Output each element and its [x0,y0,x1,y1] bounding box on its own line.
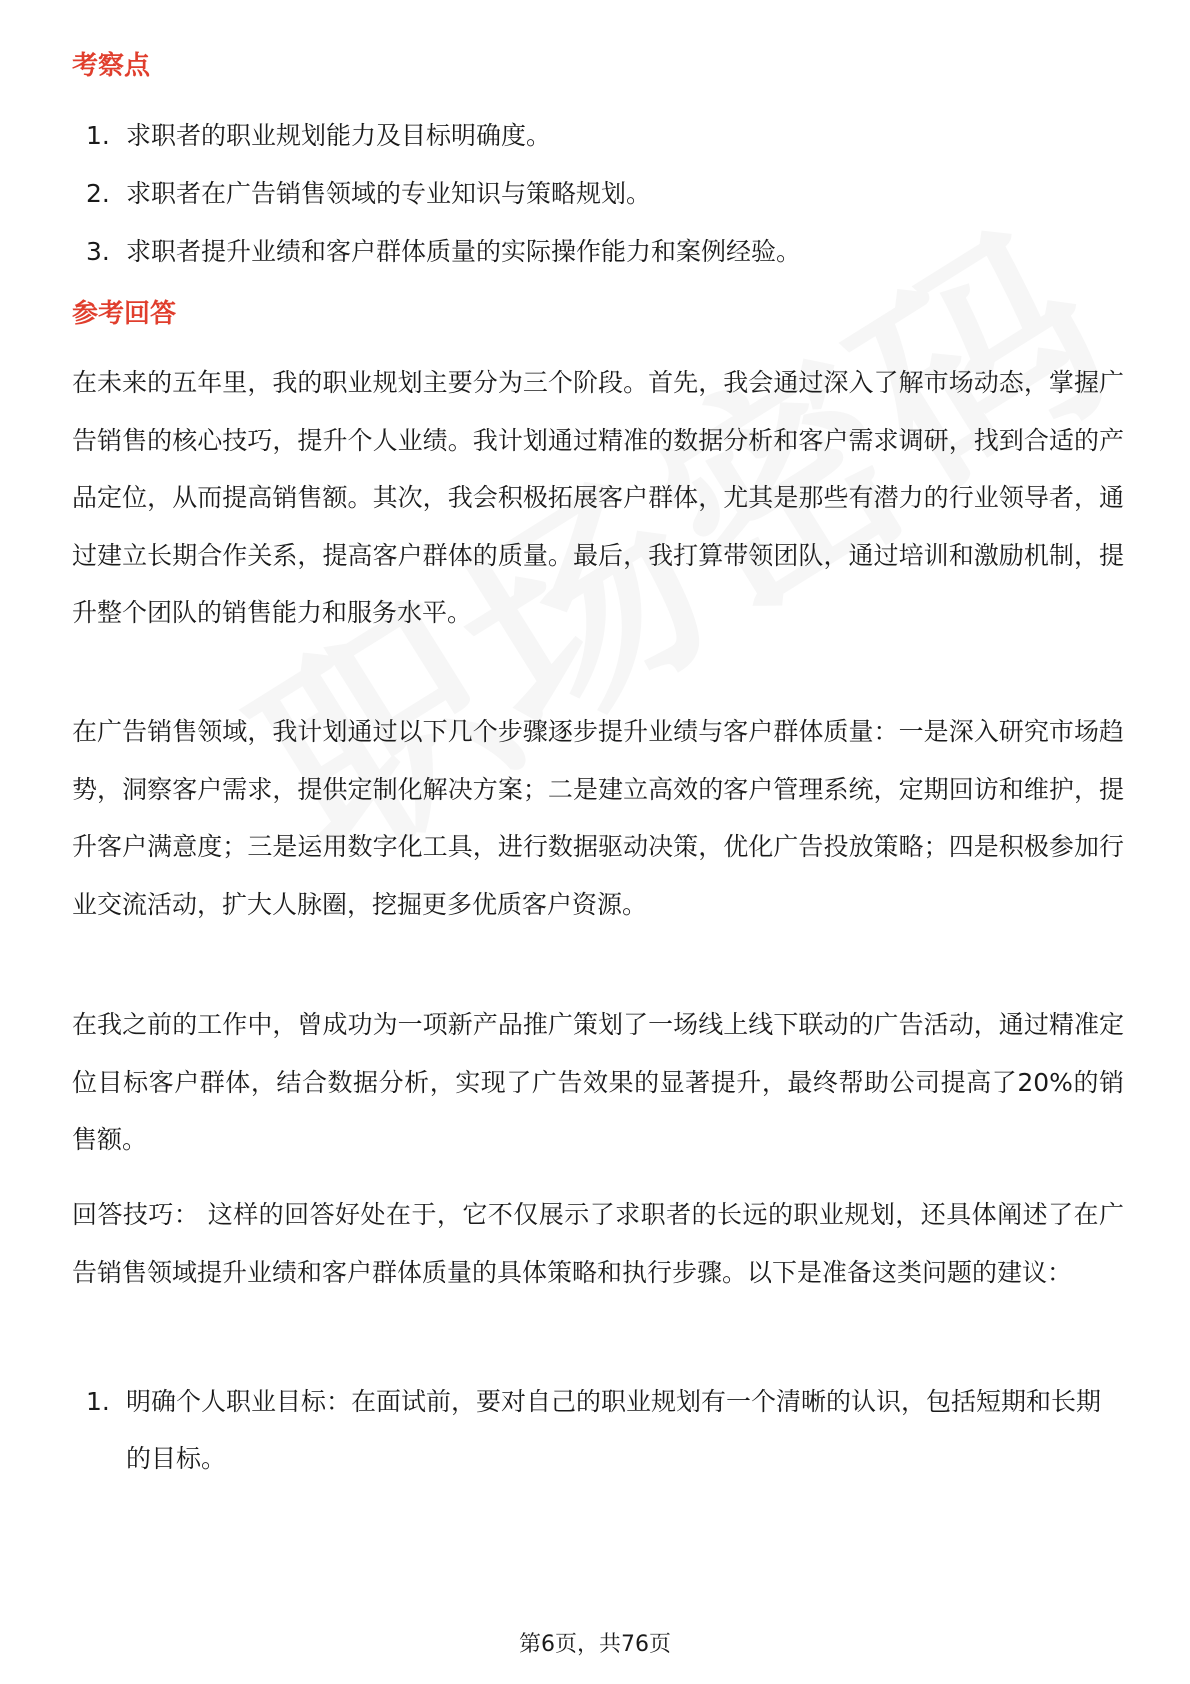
list-item-number: 2. [86,179,110,208]
list-item-text: 求职者提升业绩和客户群体质量的实际操作能力和案例经验。 [126,237,802,266]
list-item-number: 1. [86,121,110,150]
answer-heading: 参考回答 [72,299,177,329]
list-item-text: 求职者在广告销售领域的专业知识与策略规划。 [126,179,652,208]
assessment-list [72,107,1122,281]
list-item-text: 求职者的职业规划能力及目标明确度。 [126,121,552,150]
list-item [72,165,1122,223]
list-item-text: 明确个人职业目标：在面试前，要对自己的职业规划有一个清晰的认识，包括短期和长期的目标。 [126,1387,1102,1473]
answer-tips-paragraph: 回答技巧： 这样的回答好处在于，它不仅展示了求职者的长远的职业规划，还具体阐述了在广告销售领域提升业绩和客户群体质量的具体策略和执行步骤。以下是准备这类问题的建议： [72,1200,1124,1287]
answer-paragraph-3: 在我之前的工作中，曾成功为一项新产品推广策划了一场线上线下联动的广告活动，通过精准定位目标客户群体，结合数据分析，实现了广告效果的显著提升，最终帮助公司提高了20%的销售额。 [72,1010,1124,1154]
list-item [72,107,1122,165]
list-item-number: 3. [86,237,110,266]
answer-paragraph-2: 在广告销售领域，我计划通过以下几个步骤逐步提升业绩与客户群体质量：一是深入研究市场趋势，洞察客户需求，提供定制化解决方案；二是建立高效的客户管理系统，定期回访和维护，提升客户满意度；三是运用数字化工具，进行数据驱动决策，优化广告投放策略；四是积极参加行业交流活动，扩大人脉圈，挖掘更多优质客户资源。 [72,717,1124,919]
list-item [72,1373,1122,1487]
assessment-heading: 考察点 [72,51,151,81]
list-item-number: 1. [86,1387,110,1416]
page-number: 第6页，共76页 [519,1632,671,1657]
tips-list [72,1373,1122,1487]
answer-paragraph-1: 在未来的五年里，我的职业规划主要分为三个阶段。首先，我会通过深入了解市场动态，掌握广告销售的核心技巧，提升个人业绩。我计划通过精准的数据分析和客户需求调研，找到合适的产品定位，从而提高销售额。其次，我会积极拓展客户群体，尤其是那些有潜力的行业领导者，通过建立长期合作关系，提高客户群体的质量。最后，我打算带领团队，通过培训和激励机制，提升整个团队的销售能力和服务水平。 [72,368,1124,627]
list-item [72,223,1122,281]
